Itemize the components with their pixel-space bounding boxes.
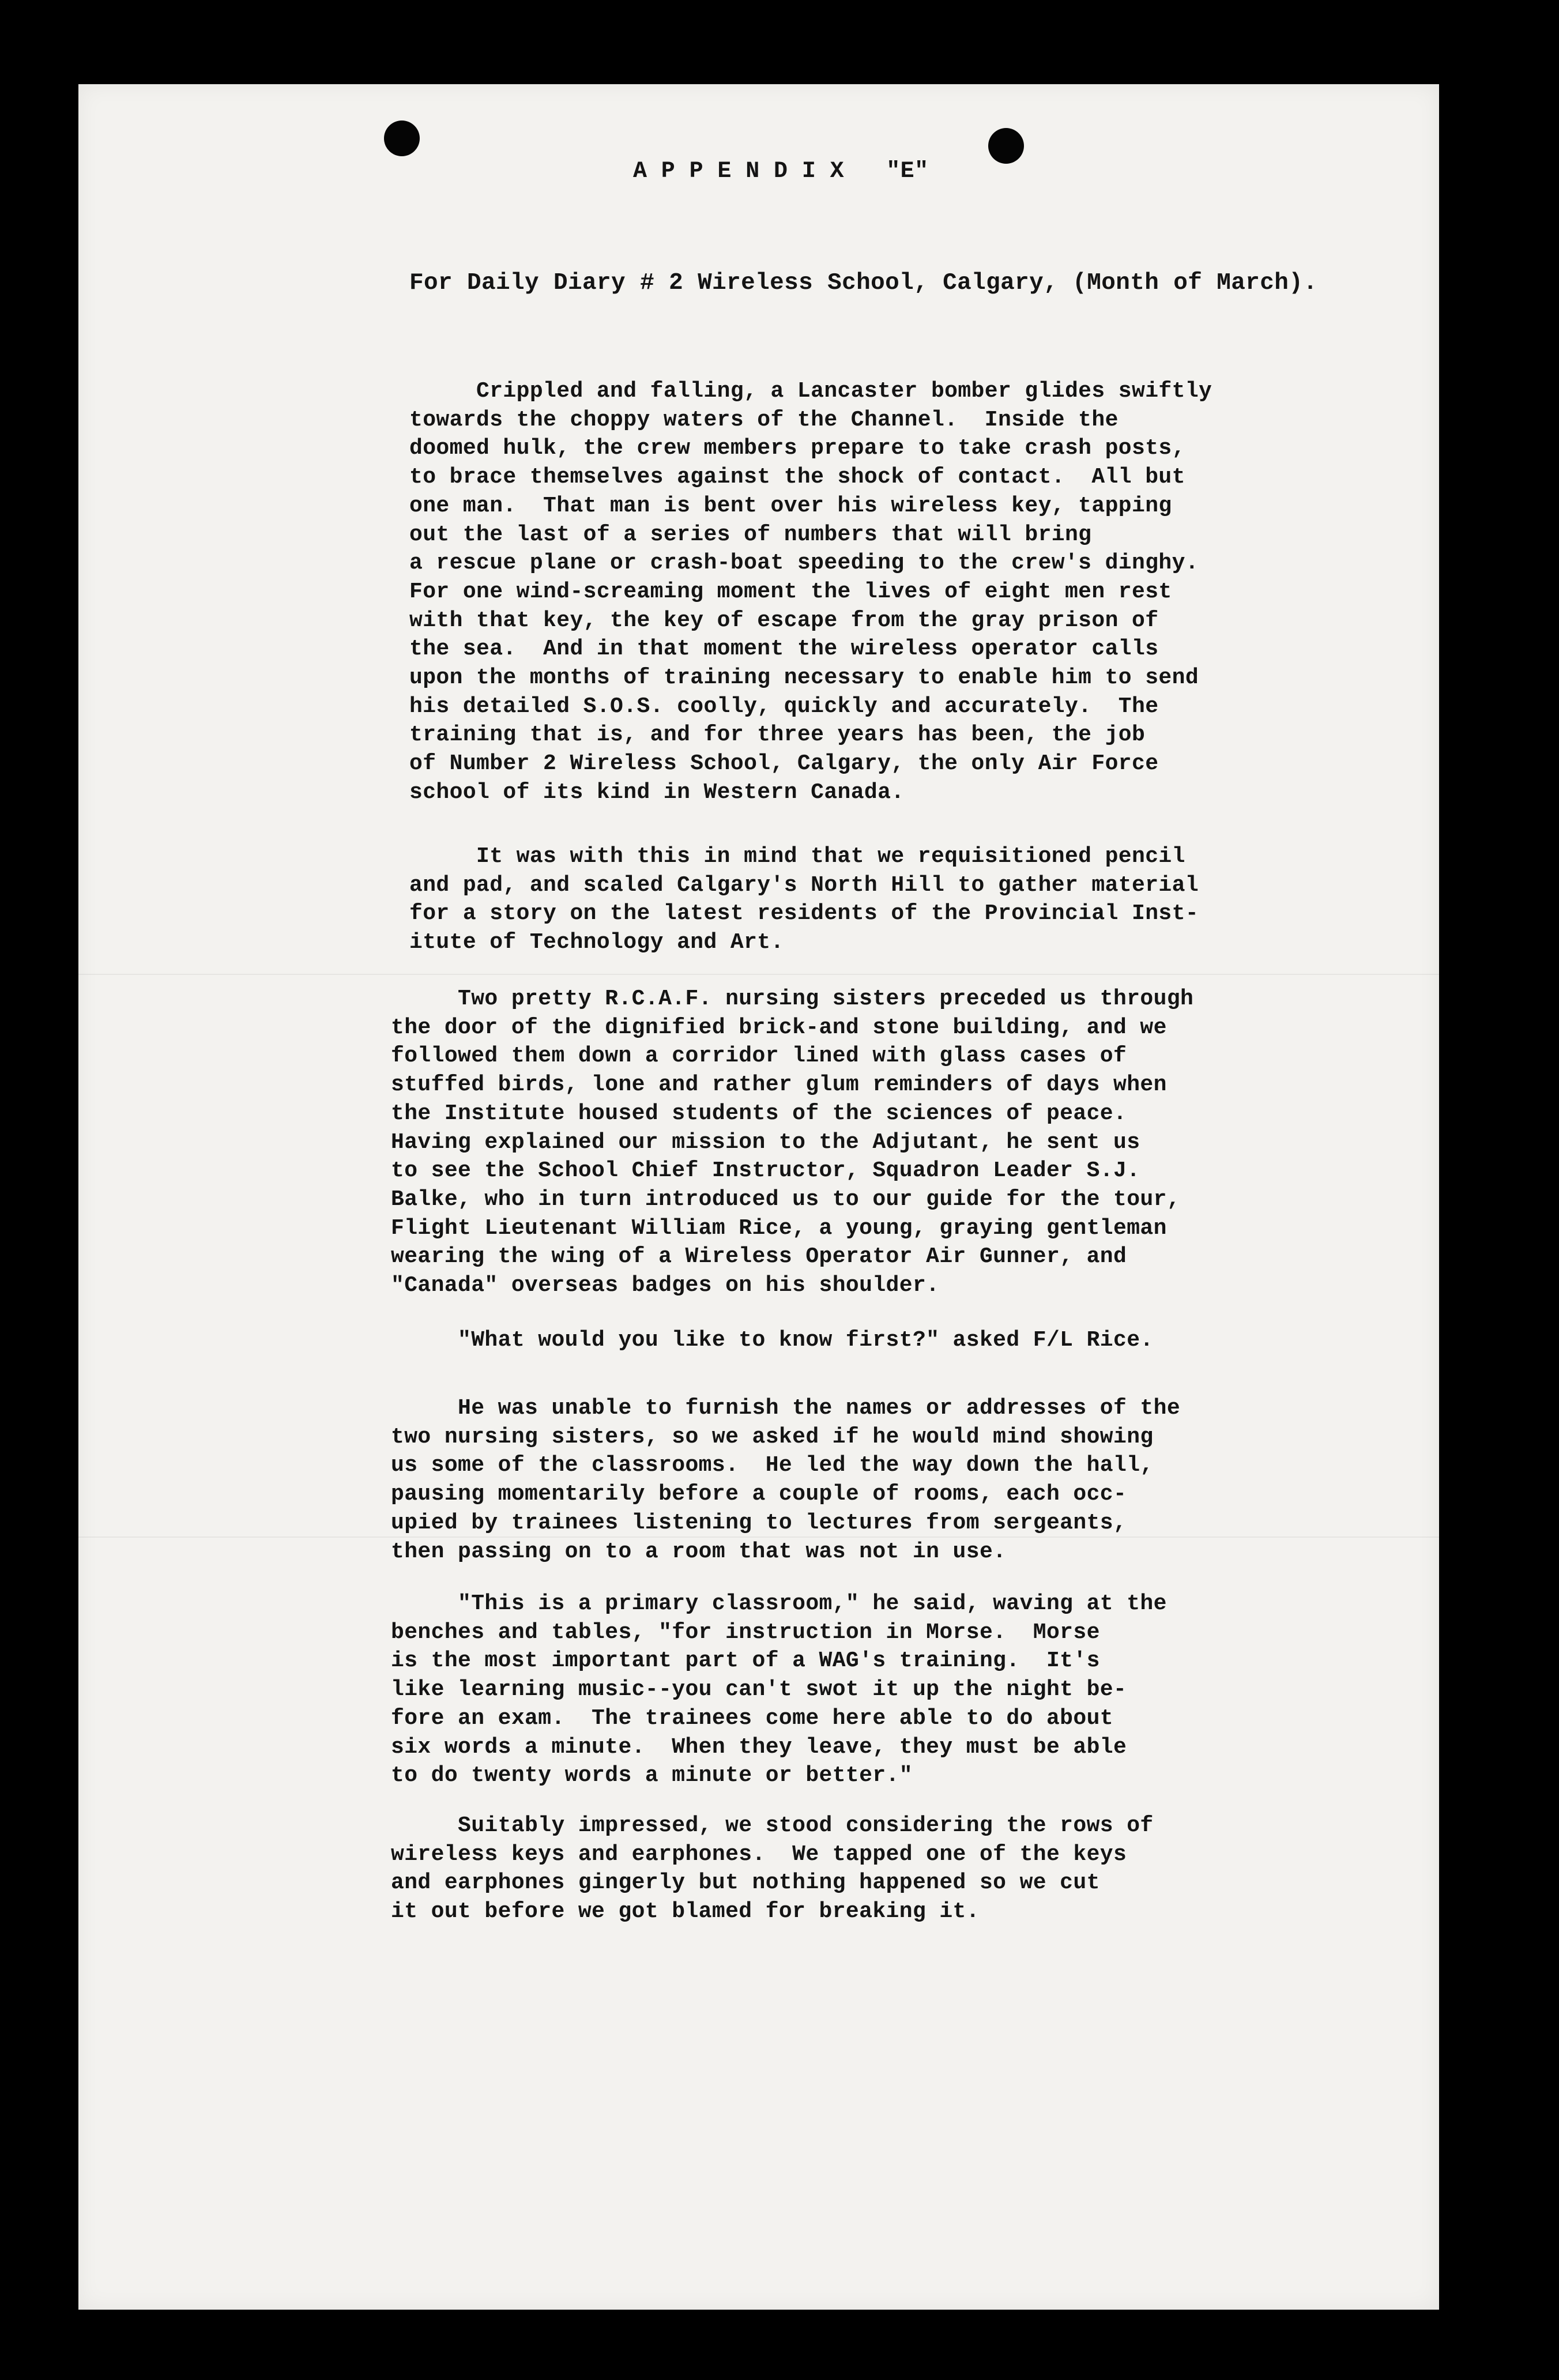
paragraph: Crippled and falling, a Lancaster bomber glides swiftly towards the choppy waters of the Channel. Inside the doomed hulk, the crew members prepare to take crash posts, to brace themselves against the shock of contact. All but one man. That man is bent over his wireless key, tapping out the last of a series of numbers that will bring a rescue plane or crash-boat speeding to the crew's dinghy. For one wind-screaming moment the lives of eight men rest with that key, the key of escape from the gray prison of the sea. And in that moment the wireless operator calls upon the months of training necessary to enable him to send his detailed S.O.S. coolly, quickly and accurately. The training that is, and for three years has been, the job of Number 2 Wireless School, Calgary, the only Air Force school of its kind in Western Canada. bbox=[409, 379, 1212, 805]
paper-fold-line bbox=[78, 974, 1439, 975]
diary-subtitle: For Daily Diary # 2 Wireless School, Calgary, (Month of March). bbox=[409, 270, 1318, 296]
appendix-heading: A P P E N D I X "E" bbox=[633, 159, 929, 184]
document-page bbox=[78, 84, 1439, 2310]
paragraph: Two pretty R.C.A.F. nursing sisters preceded us through the door of the dignified brick-and stone building, and we followed them down a corridor lined with glass cases of stuffed birds, lone and rather glum reminders of days when the Institute housed students of the sciences of peace. Having explained our mission to the Adjutant, he sent us to see the School Chief Instructor, Squadron Leader S.J. Balke, who in turn introduced us to our guide for the tour, Flight Lieutenant William Rice, a young, graying gentleman wearing the wing of a Wireless Operator Air Gunner, and "Canada" overseas badges on his shoulder. bbox=[391, 986, 1194, 1298]
paragraph: "What would you like to know first?" asked F/L Rice. bbox=[391, 1328, 1154, 1353]
punch-hole-left bbox=[384, 120, 420, 156]
punch-hole-right bbox=[988, 128, 1024, 164]
paragraph: Suitably impressed, we stood considering the rows of wireless keys and earphones. We tapped one of the keys and earphones gingerly but nothing happened so we cut it out before we got blamed for breaking it. bbox=[391, 1813, 1154, 1925]
paragraph: It was with this in mind that we requisitioned pencil and pad, and scaled Calgary's North Hill to gather material for a story on the latest residents of the Provincial Inst- itute of Technology and Art. bbox=[409, 844, 1199, 955]
paragraph: "This is a primary classroom," he said, waving at the benches and tables, "for instruction in Morse. Morse is the most important part of a WAG's training. It's like learning music--you can't swot it up the night be- fore an exam. The trainees come here able to do about six words a minute. When they leave, they must be able to do twenty words a minute or better." bbox=[391, 1591, 1167, 1788]
paragraph: He was unable to furnish the names or addresses of the two nursing sisters, so we asked if he would mind showing us some of the classrooms. He led the way down the hall, pausing momentarily before a couple of rooms, each occ- upied by trainees listening to lectures from sergeants, then passing on to a room that was not in use. bbox=[391, 1396, 1181, 1564]
